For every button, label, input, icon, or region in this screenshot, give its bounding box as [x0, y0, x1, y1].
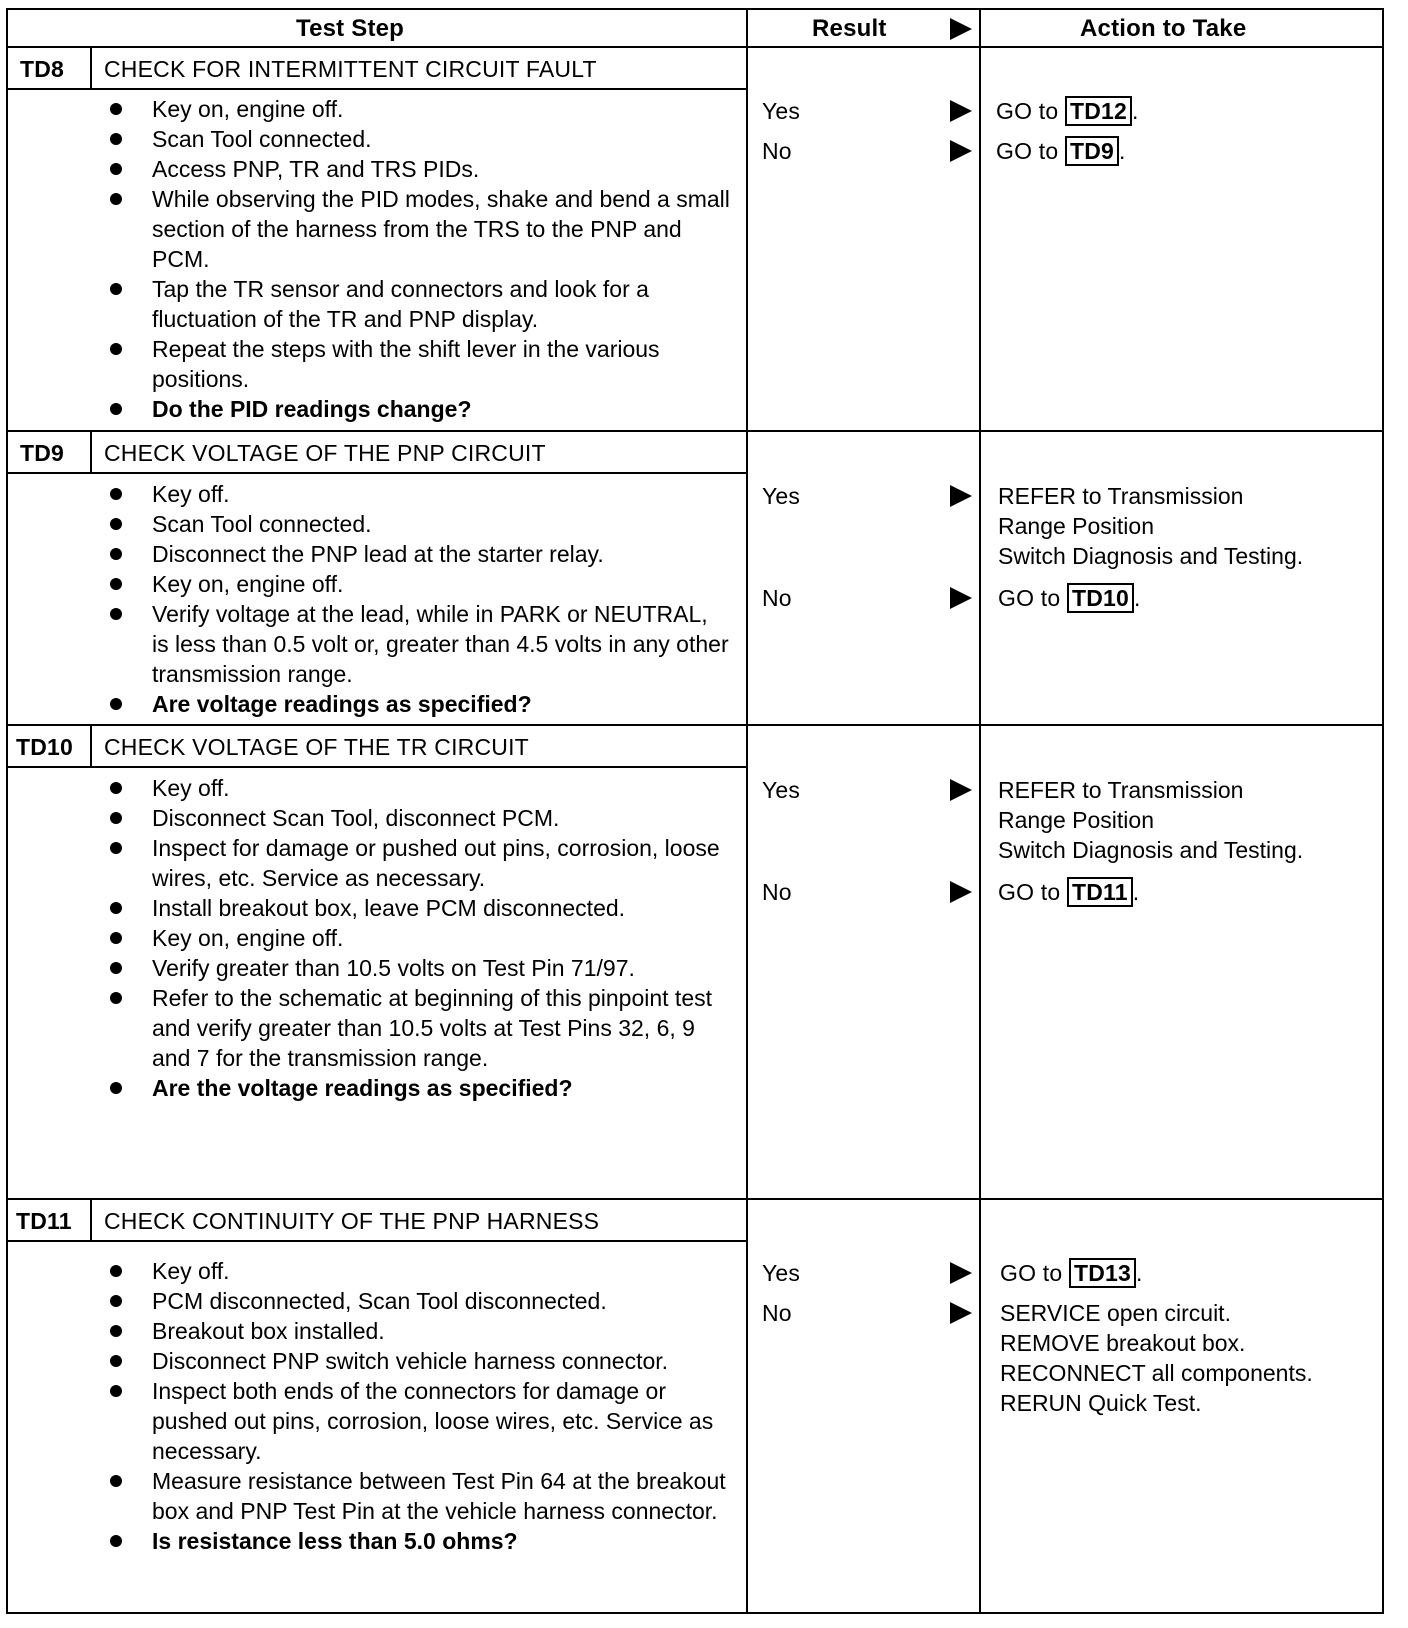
- step-id-divider: [90, 46, 92, 88]
- list-item: Verify greater than 10.5 volts on Test Pin 71/97.: [110, 953, 730, 983]
- result-action: GO to TD13 .: [1000, 1260, 1143, 1286]
- list-item: Refer to the schematic at beginning of this pinpoint test and verify greater than 10.5 volts at Test Pins 32, 6, 9 and 7 for the transmission range.: [110, 983, 730, 1073]
- result-action: REFER to Transmission Range Position Switch Diagnosis and Testing.: [998, 777, 1304, 863]
- list-item: Key on, engine off.: [110, 94, 730, 124]
- list-item: PCM disconnected, Scan Tool disconnected.: [110, 1286, 730, 1316]
- result-label: No: [762, 138, 792, 164]
- arrow-icon: [950, 1302, 972, 1324]
- diagnostic-table: [6, 8, 1390, 1628]
- step-title: CHECK CONTINUITY OF THE PNP HARNESS: [104, 1208, 600, 1234]
- list-item: Key on, engine off.: [110, 923, 730, 953]
- result-action: SERVICE open circuit. REMOVE breakout box. RECONNECT all components. RERUN Quick Test.: [1000, 1300, 1313, 1416]
- list-item-question: Are voltage readings as specified?: [110, 689, 730, 719]
- title-divider: [6, 88, 746, 90]
- result-label: Yes: [762, 98, 801, 124]
- list-item-question: Do the PID readings change?: [110, 394, 730, 424]
- list-item: Measure resistance between Test Pin 64 at the breakout box and PNP Test Pin at the vehicle harness connector.: [110, 1466, 730, 1526]
- list-item: Disconnect PNP switch vehicle harness connector.: [110, 1346, 730, 1376]
- list-item: Inspect for damage or pushed out pins, corrosion, loose wires, etc. Service as necessary.: [110, 833, 730, 893]
- list-item: Access PNP, TR and TRS PIDs.: [110, 154, 730, 184]
- result-action: GO to TD9 .: [996, 138, 1126, 164]
- list-item-question: Is resistance less than 5.0 ohms?: [110, 1526, 730, 1556]
- arrow-icon: [950, 587, 972, 609]
- result-label: No: [762, 1300, 792, 1326]
- section-divider: [6, 724, 1384, 726]
- step-id: TD11: [16, 1208, 72, 1234]
- step-reference: TD9: [1065, 136, 1119, 166]
- list-item: Install breakout box, leave PCM disconnected.: [110, 893, 730, 923]
- list-item: Tap the TR sensor and connectors and look for a fluctuation of the TR and PNP display.: [110, 274, 730, 334]
- list-item: Key on, engine off.: [110, 569, 730, 599]
- result-label: No: [762, 585, 792, 611]
- header-test-step: Test Step: [296, 15, 405, 42]
- step-bullets: [110, 773, 730, 1103]
- header-result: Result: [812, 15, 887, 42]
- result-label: Yes: [762, 483, 801, 509]
- list-item: Repeat the steps with the shift lever in the various positions.: [110, 334, 730, 394]
- step-title: CHECK VOLTAGE OF THE TR CIRCUIT: [104, 734, 529, 760]
- section-divider: [6, 1198, 1384, 1200]
- arrow-icon: [950, 140, 972, 162]
- section-divider: [6, 430, 1384, 432]
- result-action: REFER to Transmission Range Position Switch Diagnosis and Testing.: [998, 483, 1304, 569]
- result-action: GO to TD12 .: [996, 98, 1139, 124]
- step-id-divider: [90, 724, 92, 766]
- list-item: Inspect both ends of the connectors for damage or pushed out pins, corrosion, loose wires, etc. Service as necessary.: [110, 1376, 730, 1466]
- step-id-divider: [90, 430, 92, 472]
- list-item: Key off.: [110, 479, 730, 509]
- header-arrow-icon: [950, 18, 972, 40]
- list-item: While observing the PID modes, shake and bend a small section of the harness from the TRS to the PNP and PCM.: [110, 184, 730, 274]
- result-action: GO to TD10 .: [998, 585, 1141, 611]
- list-item: Key off.: [110, 1256, 730, 1286]
- result-label: Yes: [762, 1260, 801, 1286]
- header-divider: [6, 46, 1384, 48]
- header-action: Action to Take: [1080, 15, 1247, 42]
- list-item: Verify voltage at the lead, while in PARK or NEUTRAL, is less than 0.5 volt or, greater than 4.5 volts in any other transmission range.: [110, 599, 730, 689]
- list-item-question: Are the voltage readings as specified?: [110, 1073, 730, 1103]
- col-divider-action: [979, 8, 981, 1614]
- result-label: No: [762, 879, 792, 905]
- step-id: TD8: [20, 56, 65, 82]
- list-item: Key off.: [110, 773, 730, 803]
- step-reference: TD10: [1067, 583, 1134, 613]
- step-id: TD9: [20, 440, 65, 466]
- step-bullets: [110, 479, 730, 719]
- list-item: Disconnect Scan Tool, disconnect PCM.: [110, 803, 730, 833]
- step-title: CHECK VOLTAGE OF THE PNP CIRCUIT: [104, 440, 546, 466]
- step-id: TD10: [16, 734, 74, 760]
- step-reference: TD11: [1067, 877, 1133, 907]
- list-item: Scan Tool connected.: [110, 509, 730, 539]
- arrow-icon: [950, 881, 972, 903]
- step-title: CHECK FOR INTERMITTENT CIRCUIT FAULT: [104, 56, 597, 82]
- arrow-icon: [950, 779, 972, 801]
- title-divider: [6, 472, 746, 474]
- arrow-icon: [950, 100, 972, 122]
- title-divider: [6, 766, 746, 768]
- result-action: GO to TD11 .: [998, 879, 1140, 905]
- list-item: Scan Tool connected.: [110, 124, 730, 154]
- col-divider-result: [746, 8, 748, 1614]
- result-label: Yes: [762, 777, 801, 803]
- step-reference: TD12: [1065, 96, 1132, 126]
- list-item: Breakout box installed.: [110, 1316, 730, 1346]
- arrow-icon: [950, 485, 972, 507]
- title-divider: [6, 1240, 746, 1242]
- step-bullets: [110, 1256, 730, 1556]
- step-bullets: [110, 94, 730, 424]
- arrow-icon: [950, 1262, 972, 1284]
- step-reference: TD13: [1069, 1258, 1136, 1288]
- step-id-divider: [90, 1198, 92, 1240]
- list-item: Disconnect the PNP lead at the starter relay.: [110, 539, 730, 569]
